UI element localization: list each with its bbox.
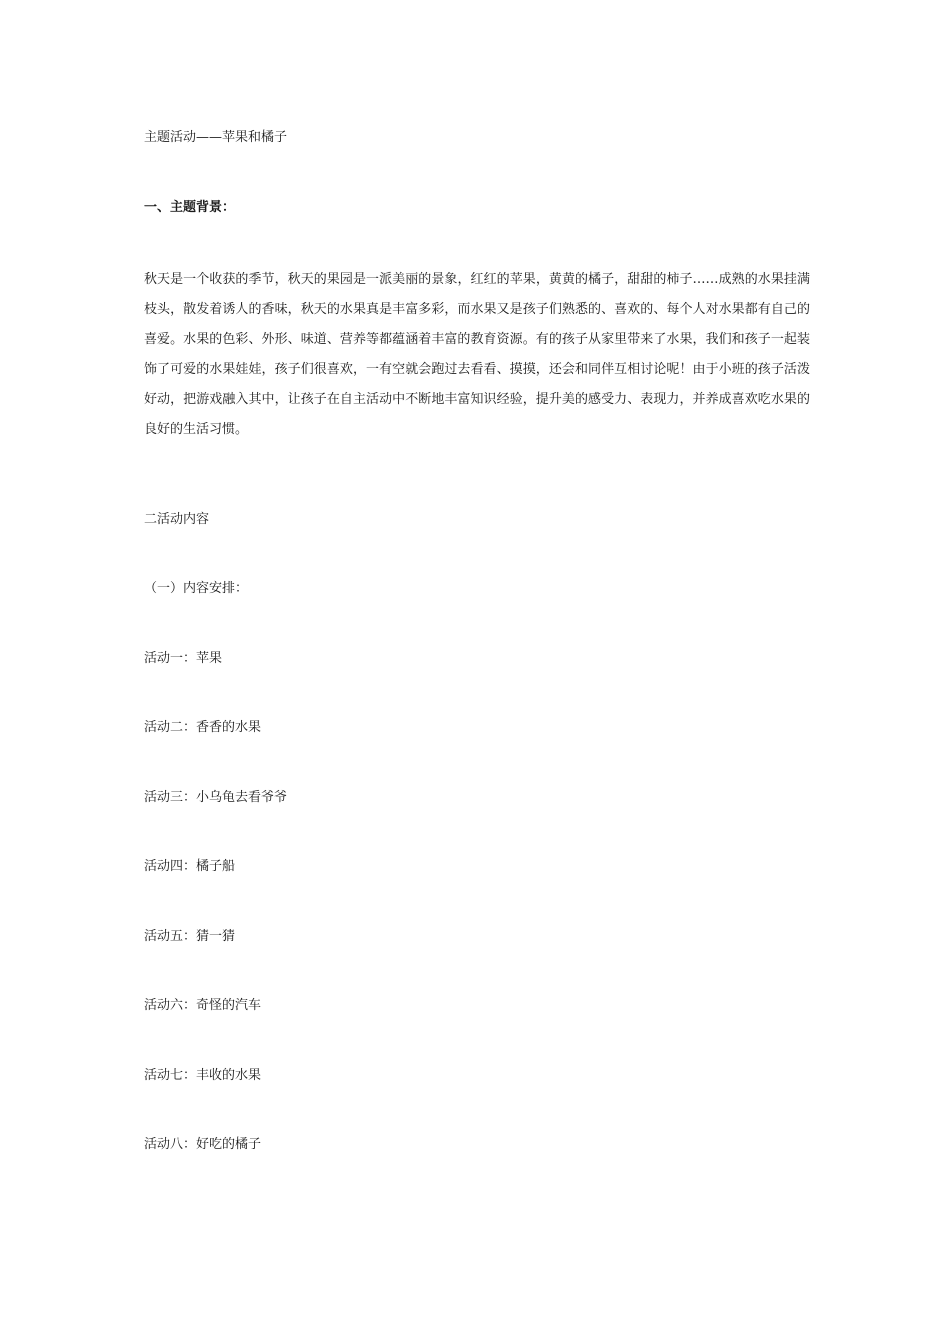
document-title: 主题活动——苹果和橘子 [144,130,288,145]
section-heading-content: 二活动内容 [144,512,210,527]
activity-item: 活动四：橘子船 [144,859,236,874]
activity-item: 活动五：猜一猜 [144,929,236,944]
activity-item: 活动三：小乌龟去看爷爷 [144,790,288,805]
activity-item: 活动八：好吃的橘子 [144,1137,262,1152]
activity-item: 活动六：奇怪的汽车 [144,998,262,1013]
activity-item: 活动二：香香的水果 [144,720,262,735]
activity-item: 活动一：苹果 [144,651,223,666]
subsection-heading-arrangement: （一）内容安排： [144,581,249,596]
activity-item: 活动七：丰收的水果 [144,1068,262,1083]
section-heading-background: 一、主题背景： [144,200,236,215]
background-paragraph: 秋天是一个收获的季节，秋天的果园是一派美丽的景象，红红的苹果，黄黄的橘子，甜甜的柿子……成熟的水果挂满枝头，散发着诱人的香味，秋天的水果真是丰富多彩，而水果又是孩子们熟悉的、喜欢的、每个人对水果都有自己的喜爱。水果的色彩、外形、味道、营养等都蕴涵着丰富的教育资源。有的孩子从家里带来了水果，我们和孩子一起装饰了可爱的水果娃娃，孩子们很喜欢，一有空就会跑过去看看、摸摸，还会和同伴互相讨论呢！由于小班的孩子活泼好动，把游戏融入其中，让孩子在自主活动中不断地丰富知识经验，提升美的感受力、表现力，并养成喜欢吃水果的良好的生活习惯。 [144,272,810,437]
